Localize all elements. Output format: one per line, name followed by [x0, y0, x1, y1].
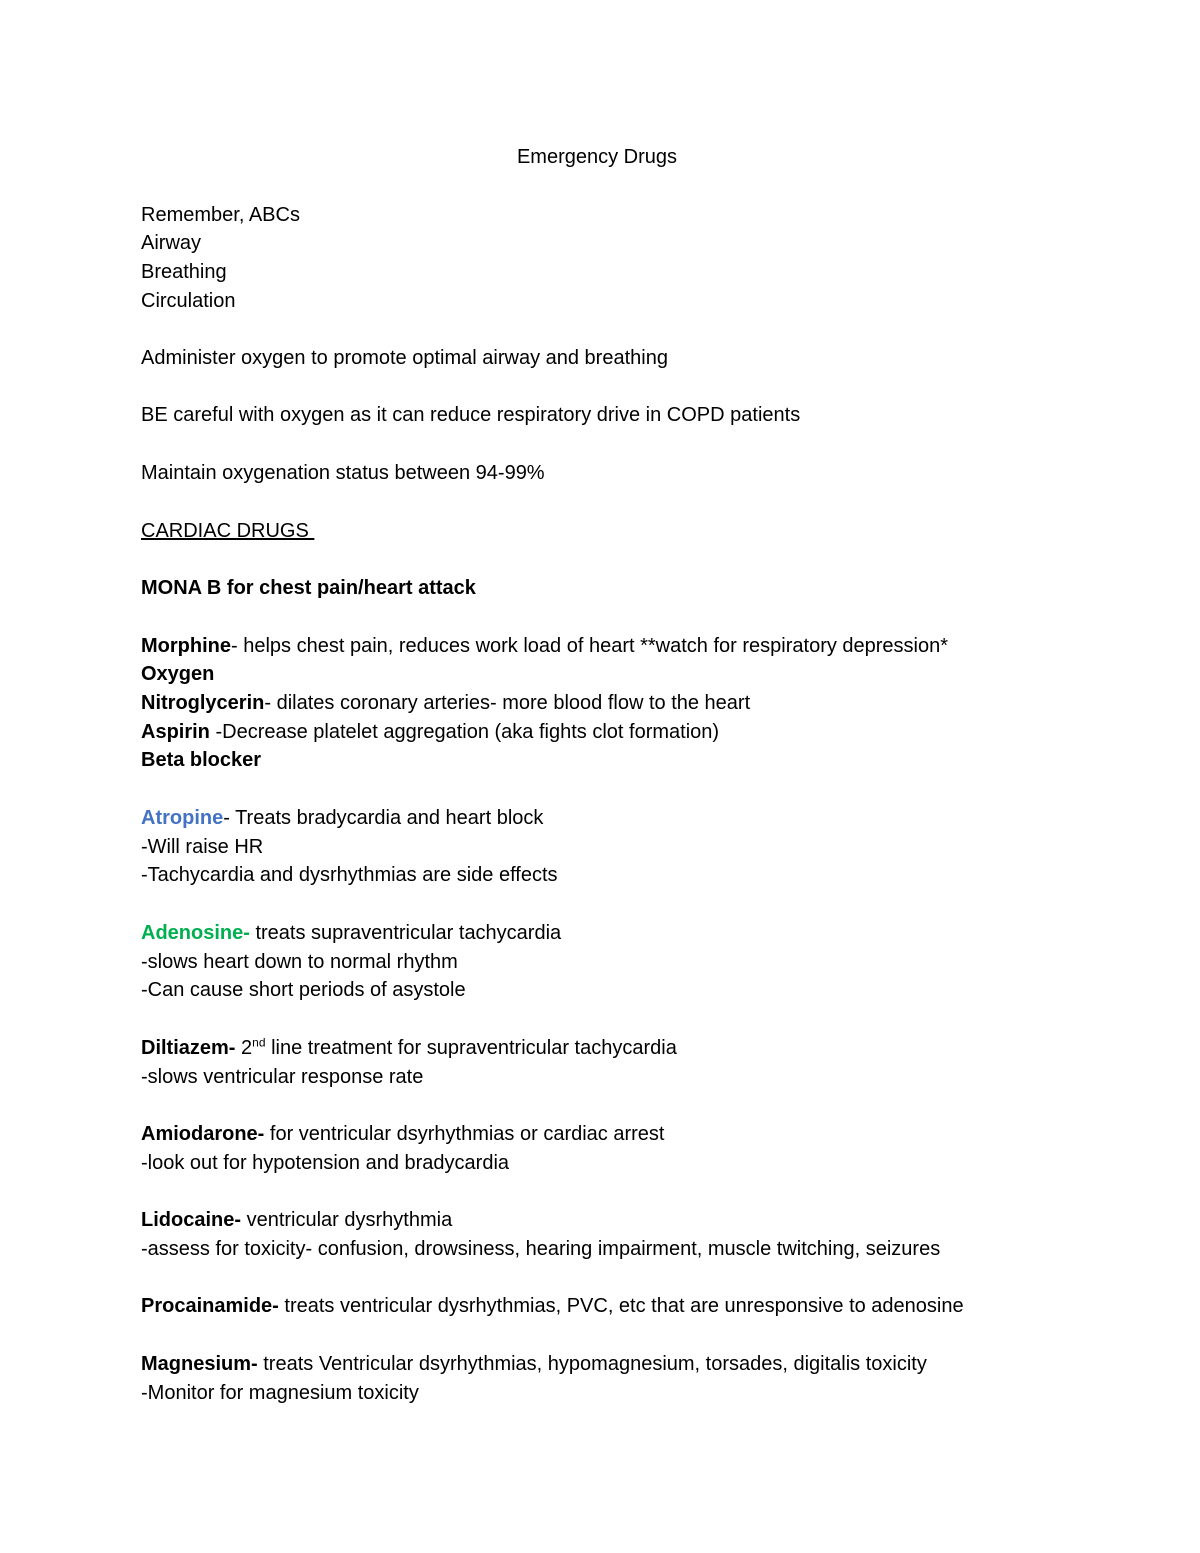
mona-heading: MONA B for chest pain/heart attack: [141, 577, 476, 599]
diltiazem-note-1: -slows ventricular response rate: [141, 1066, 424, 1088]
adenosine-note-1: -slows heart down to normal rhythm: [141, 951, 458, 973]
mona-beta-line: Beta blocker: [141, 749, 262, 771]
adenosine-line: [141, 921, 561, 945]
drug-name-lidocaine: Lidocaine-: [141, 1209, 242, 1231]
mona-aspirin-line: [141, 720, 719, 744]
drug-name-nitroglycerin: Nitroglycerin: [141, 692, 265, 714]
atropine-note-1: -Will raise HR: [141, 836, 264, 858]
drug-name-adenosine: Adenosine-: [141, 922, 250, 944]
drug-name-magnesium: Magnesium-: [141, 1353, 258, 1375]
mona-morphine-line: [141, 634, 948, 658]
drug-name-atropine: Atropine: [141, 807, 224, 829]
oxygen-note-maintain: Maintain oxygenation status between 94-99%: [141, 462, 545, 484]
diltiazem-ordinal-suffix: nd: [252, 1035, 266, 1050]
drug-name-amiodarone: Amiodarone-: [141, 1123, 265, 1145]
drug-desc-morphine: - helps chest pain, reduces work load of heart **watch for respiratory depression*: [231, 635, 949, 657]
amiodarone-note-1: -look out for hypotension and bradycardia: [141, 1152, 510, 1174]
drug-desc-amiodarone: for ventricular dsyrhythmias or cardiac arrest: [264, 1123, 665, 1145]
magnesium-line: [141, 1352, 927, 1376]
drug-desc-atropine: - Treats bradycardia and heart block: [223, 807, 544, 829]
lidocaine-note-1: -assess for toxicity- confusion, drowsiness, hearing impairment, muscle twitching, seizures: [141, 1238, 941, 1260]
drug-name-morphine: Morphine: [141, 635, 231, 657]
drug-desc-magnesium: treats Ventricular dsyrhythmias, hypomagnesium, torsades, digitalis toxicity: [257, 1353, 927, 1375]
abc-item-airway: Airway: [141, 232, 202, 254]
amiodarone-line: [141, 1122, 664, 1146]
section-heading-cardiac: CARDIAC DRUGS: [141, 520, 315, 542]
lidocaine-line: [141, 1208, 452, 1232]
atropine-line: [141, 806, 543, 830]
drug-name-diltiazem: Diltiazem-: [141, 1037, 236, 1059]
drug-desc-aspirin: -Decrease platelet aggregation (aka fights clot formation): [209, 721, 720, 743]
oxygen-note-administer: Administer oxygen to promote optimal airway and breathing: [141, 347, 668, 369]
drug-desc-diltiazem: line treatment for supraventricular tachycardia: [265, 1037, 677, 1059]
magnesium-note-1: -Monitor for magnesium toxicity: [141, 1382, 419, 1404]
diltiazem-line: [141, 1036, 677, 1060]
drug-desc-procainamide: treats ventricular dysrhythmias, PVC, etc that are unresponsive to adenosine: [278, 1295, 964, 1317]
drug-name-aspirin: Aspirin: [141, 721, 210, 743]
diltiazem-ordinal: 2: [235, 1037, 253, 1059]
abc-item-circulation: Circulation: [141, 290, 236, 312]
atropine-note-2: -Tachycardia and dysrhythmias are side effects: [141, 864, 558, 886]
drug-desc-adenosine: treats supraventricular tachycardia: [249, 922, 562, 944]
abc-item-breathing: Breathing: [141, 261, 227, 283]
drug-name-procainamide: Procainamide-: [141, 1295, 279, 1317]
mona-nitro-line: [141, 691, 750, 715]
drug-desc-nitroglycerin: - dilates coronary arteries- more blood flow to the heart: [264, 692, 751, 714]
procainamide-line: [141, 1294, 964, 1318]
mona-oxygen-line: Oxygen: [141, 663, 215, 685]
abc-intro: Remember, ABCs: [141, 204, 300, 226]
oxygen-note-copd: BE careful with oxygen as it can reduce respiratory drive in COPD patients: [141, 404, 801, 426]
adenosine-note-2: -Can cause short periods of asystole: [141, 979, 466, 1001]
document-title: Emergency Drugs: [516, 146, 678, 168]
drug-desc-lidocaine: ventricular dysrhythmia: [241, 1209, 453, 1231]
